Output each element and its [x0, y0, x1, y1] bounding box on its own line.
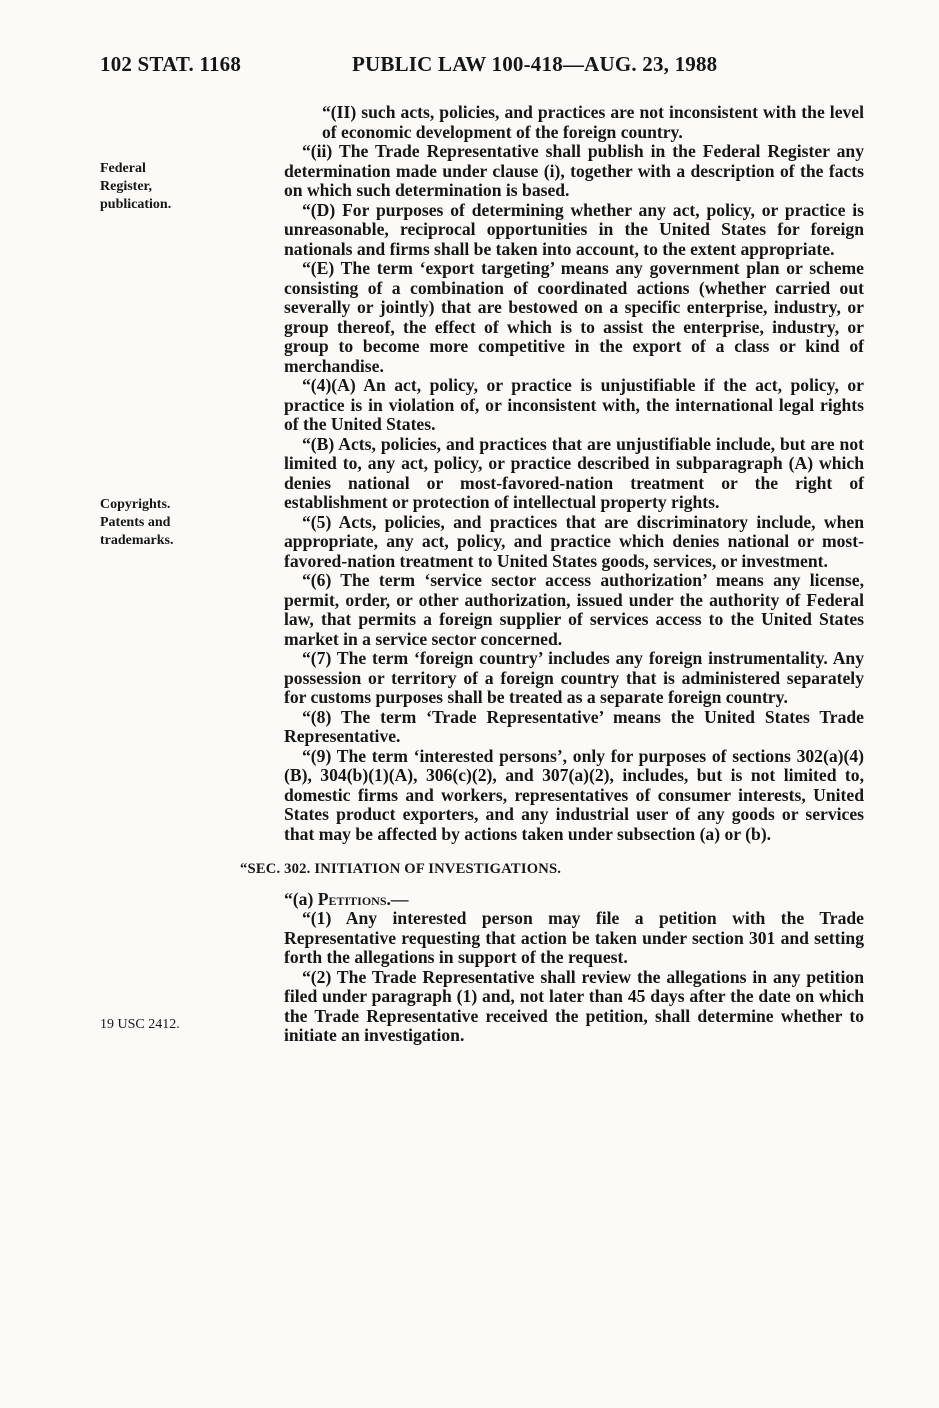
paragraph: “(5) Acts, policies, and practices that are discriminatory include, when appropriate, any act, policy, and practice which denies national or most-favored-nation treatment to United States goods, services, or investment.	[284, 511, 864, 571]
paragraph: “(6) The term ‘service sector access authorization’ means any license, permit, order, or other authorization, issued under the authority of Federal law, that permits a foreign supplier of services access to the United States market in a service sector concerned.	[284, 570, 864, 649]
paragraph: “(E) The term ‘export targeting’ means any government plan or scheme consisting of a combination of coordinated actions (whether carried out severally or jointly) that are bestowed on a specific enterprise, industry, or group thereof, the effect of which is to assist the enterprise, industry, or group to become more competitive in the export of a class or kind of merchandise.	[284, 258, 864, 376]
paragraph: “(2) The Trade Representative shall review the allegations in any petition filed under paragraph (1) and, not later than 45 days after the date on which the Trade Representative received the petition, shall determine whether to initiate an investigation.	[284, 966, 864, 1045]
paragraph: “(1) Any interested person may file a petition with the Trade Representative requesting that action be taken under section 301 and setting forth the allegations in support of the request.	[284, 908, 864, 967]
section-heading: “SEC. 302. INITIATION OF INVESTIGATIONS.	[240, 861, 562, 877]
margin-note-federal-register	[100, 160, 240, 214]
law-title: PUBLIC LAW 100-418—AUG. 23, 1988	[352, 52, 718, 76]
subsection-title: Petitions.—	[317, 888, 409, 909]
margin-note-line: trademarks.	[100, 533, 174, 548]
margin-note-line: 19 USC 2412.	[100, 1017, 180, 1032]
paragraph: “(7) The term ‘foreign country’ includes any foreign instrumentality. Any possession or territory of a foreign country that is administered separately for customs purposes shall be treated as a separate foreign country.	[284, 648, 864, 707]
margin-note-line: Patents and	[100, 515, 171, 530]
margin-note-line: Copyrights.	[100, 497, 171, 512]
margin-note-line: publication.	[100, 197, 172, 212]
margin-note-usc	[100, 1016, 240, 1034]
paragraph: “(4)(A) An act, policy, or practice is unjustifiable if the act, policy, or practice is in violation of, or inconsistent with, the international legal rights of the United States.	[284, 375, 864, 434]
subsection-heading	[284, 890, 864, 910]
page-header	[0, 52, 939, 82]
margin-note-line: Register,	[100, 179, 152, 194]
paragraph: “(D) For purposes of determining whether any act, policy, or practice is unreasonable, reciprocal opportunities in the United States for foreign nationals and firms shall be taken into account, to the extent appropriate.	[284, 199, 864, 259]
body-text	[240, 102, 864, 1046]
subsection-prefix: “(a)	[284, 888, 318, 909]
paragraph: “(9) The term ‘interested persons’, only for purposes of sections 302(a)(4)(B), 304(b)(1)(A), 306(c)(2), and 307(a)(2), includes, but is not limited to, domestic firms and workers, representatives of consumer interests, United States product exporters, and any industrial user of any goods or services that may be affected by actions taken under subsection (a) or (b).	[284, 745, 864, 844]
margin-note-copyrights	[100, 496, 240, 550]
paragraph: “(B) Acts, policies, and practices that are unjustifiable include, but are not limited to, any act, policy, or practice described in subparagraph (A) which denies national or most-favored-nation treatment or the right of establishment or protection of intellectual property rights.	[284, 433, 864, 512]
paragraph: “(II) such acts, policies, and practices are not inconsistent with the level of economic development of the foreign country.	[322, 102, 864, 142]
paragraph: “(ii) The Trade Representative shall publish in the Federal Register any determination made under clause (i), together with a description of the facts on which such determination is based.	[284, 141, 864, 200]
page-reference: 102 STAT. 1168	[100, 52, 242, 76]
paragraph: “(8) The term ‘Trade Representative’ means the United States Trade Representative.	[284, 706, 864, 746]
margin-note-line: Federal	[100, 161, 146, 176]
